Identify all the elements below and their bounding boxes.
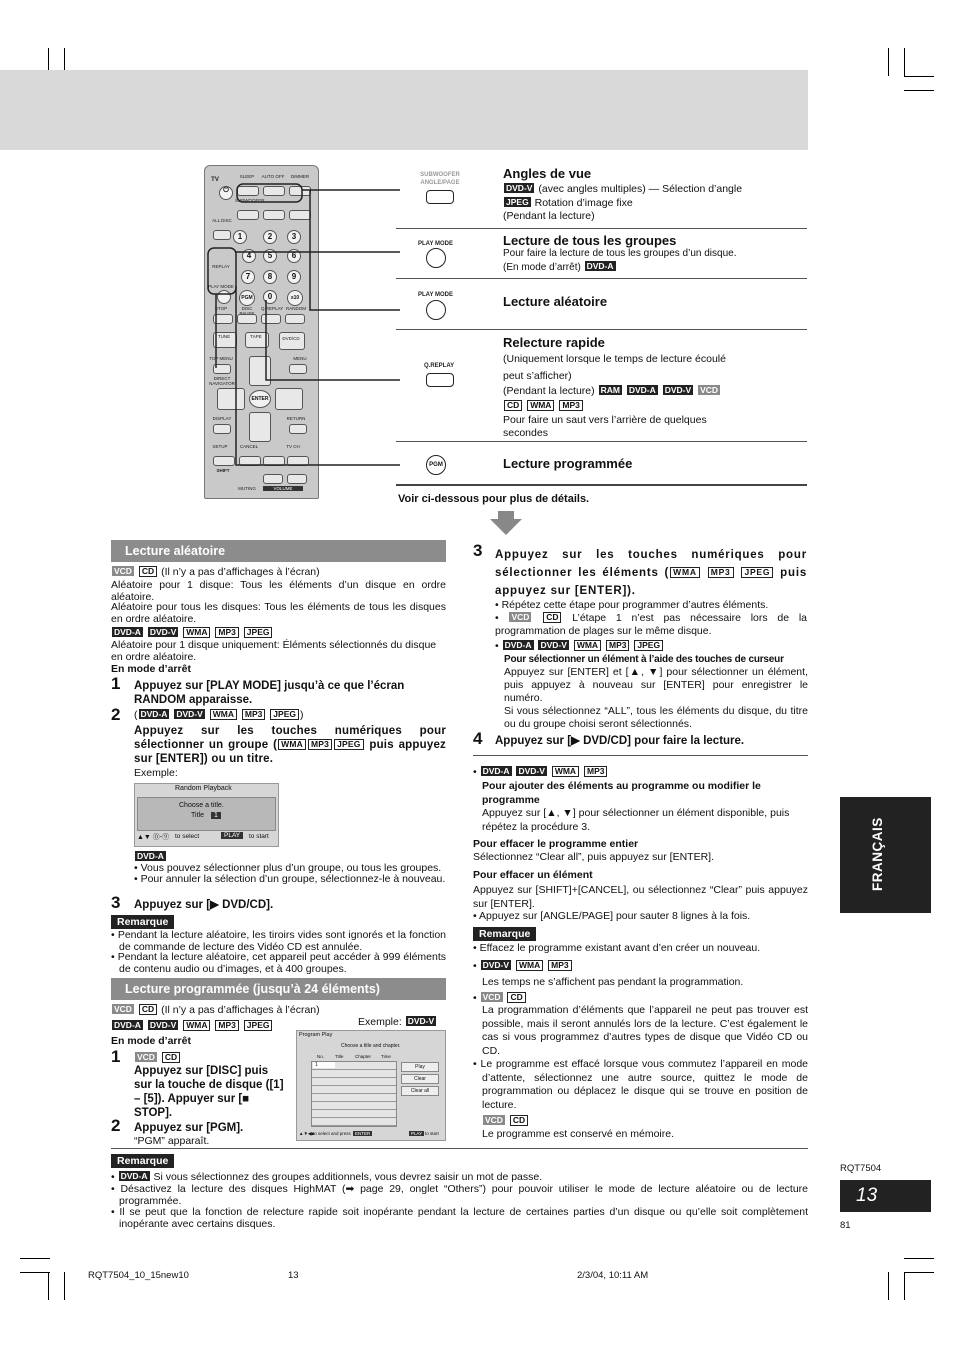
screen-title-label: Title <box>191 812 204 819</box>
feature-line: secondes <box>503 427 548 439</box>
step-number: 2 <box>111 705 121 724</box>
feature-line: (Uniquement lorsque le temps de lecture écoulé <box>503 353 726 365</box>
crop-mark <box>48 1272 49 1300</box>
paragraph: Les temps ne s’affichent pas pendant la programmation. <box>482 976 744 988</box>
divider <box>111 1148 808 1149</box>
crop-mark <box>904 90 934 91</box>
crop-mark <box>20 1272 50 1273</box>
remote-key-0: 0 <box>263 290 277 304</box>
angle-page-button <box>426 190 454 204</box>
remote-label: DISC <box>241 306 253 311</box>
step-number: 3 <box>111 893 121 912</box>
remote-key-7: 7 <box>241 270 255 284</box>
remote-key-4: 4 <box>242 249 256 263</box>
bullet: • Vous pouvez sélectionner plus d’un groupe, ou tous les groupes. <box>134 862 446 874</box>
remote-key-9: 9 <box>287 270 301 284</box>
screen-title: Random Playback <box>175 785 232 792</box>
screen-prompt: Choose a title. <box>179 802 224 809</box>
remote-label: TUNE <box>217 334 231 339</box>
table-header: Title <box>335 1054 344 1059</box>
step-subtext: “PGM” apparaît. <box>134 1135 210 1147</box>
step-text: Appuyez sur [DISC] puis sur la touche de disque ([1] – [5]). Appuyer sur [■ STOP]. <box>134 1065 284 1119</box>
screen-prompt: Choose a title and chapter. <box>341 1043 401 1049</box>
paragraph: Appuyez sur [ENTER] et [▲, ▼] pour sélectionner un élément, puis appuyez à nouveau sur [ENTER] pour enregistrer le numéro. <box>504 666 808 704</box>
mode-label: En mode d’arrêt <box>111 1035 191 1047</box>
crop-mark <box>64 1272 65 1300</box>
table-header: Chapter <box>355 1054 372 1059</box>
remote-label: RANDOM <box>286 306 306 311</box>
model-code: RQT7504 <box>840 1163 882 1174</box>
step-text: Appuyez sur les touches numériques pour sélectionner un groupe ( WMA MP3 JPEG puis appuyez sur [ENTER]) ou un titre. <box>134 725 446 765</box>
table-header: Time <box>381 1054 391 1059</box>
remote-key-pgm: PGM <box>239 290 255 306</box>
feature-line: Pour faire la lecture de tous les groupes d’un disque. <box>503 248 737 259</box>
applies-line: VCD CD <box>482 1115 529 1128</box>
small-page-number: 81 <box>840 1220 851 1231</box>
screen-hint: to start <box>249 833 269 840</box>
divider <box>396 228 807 229</box>
remark-bullet: • Pendant la lecture aléatoire, les tiroirs vides sont ignorés et la fonction de commande de lecture des Vidéo CD est annulée. <box>111 929 446 953</box>
crop-mark <box>888 48 889 76</box>
button-label: Q.REPLAY <box>424 363 455 369</box>
bullet: • Pour annuler la sélection d’un groupe, sélectionnez-le à nouveau. <box>134 873 446 885</box>
paragraph: Sélectionnez “Clear all”, puis appuyez sur [ENTER]. <box>473 851 715 863</box>
down-arrow-icon <box>490 511 522 535</box>
see-below-text: Voir ci-dessous pour plus de détails. <box>398 493 590 505</box>
remote-key-6: 6 <box>287 249 301 263</box>
remote-label: TV <box>211 177 219 183</box>
paragraph: La programmation d’éléments que l’appareil ne peut pas trouver est possible, mais il seront annulés lors de la lecture. C’est également le cas si vous programmez d’autres types de disque que Vidéo CD ou CD. <box>482 1004 808 1057</box>
arrows-icon: ▲▼◀▶ <box>299 1131 315 1136</box>
remark-label: Remarque <box>111 915 174 929</box>
screen-enter-key: ENTER <box>355 1131 371 1136</box>
paragraph: Aléatoire pour 1 disque uniquement: Éléments sélectionnés du disque en ordre aléatoire. <box>111 639 437 663</box>
applies-line: DVD-A <box>137 851 164 861</box>
remark-bullet: • DVD-A Si vous sélectionnez des groupes additionnels, vous devrez saisir un mot de passe. <box>111 1171 808 1184</box>
applies-line: DVD-A DVD-V WMA MP3 JPEG <box>111 627 273 640</box>
table-row: 1 <box>313 1062 335 1068</box>
bullet: • Répétez cette étape pour programmer d’autres éléments. <box>495 599 807 612</box>
subheading: Pour effacer le programme entier <box>473 838 639 850</box>
paragraph: Si vous sélectionnez “ALL”, tous les éléments du disque, du titre ou du groupe choisi seront sélectionnés. <box>504 705 808 730</box>
feature-line: (Pendant la lecture) RAM DVD-A DVD-V VCD <box>503 385 719 397</box>
screen-title: Program Play <box>299 1032 333 1038</box>
bullet: • DVD-A DVD-V WMA MP3 JPEG <box>495 640 664 653</box>
remote-label: PLAY MODE <box>208 284 234 289</box>
program-play-screen <box>296 1030 446 1141</box>
language-tab <box>840 797 931 913</box>
step-text: Appuyez sur [▶ DVD/CD]. <box>134 899 274 911</box>
page-number: 13 <box>840 1180 931 1212</box>
crop-mark <box>904 48 905 76</box>
remote-key-3: 3 <box>287 230 301 244</box>
button-label: PLAY MODE <box>418 292 454 298</box>
language-label: FRANÇAIS <box>870 817 885 891</box>
screen-hint: to start <box>425 1131 439 1136</box>
remote-label: VOLUME <box>263 486 303 491</box>
pgm-button: PGM <box>426 455 446 475</box>
remote-label: MENU <box>293 356 307 361</box>
remote-label: SHIFT <box>216 468 230 473</box>
feature-line: Pour faire un saut vers l’arrière de quelques <box>503 414 707 426</box>
feature-title: Angles de vue <box>503 166 592 181</box>
footer-number: 13 <box>288 1270 299 1281</box>
crop-mark <box>904 1272 934 1273</box>
mode-label: En mode d’arrêt <box>111 663 191 675</box>
clear-option: Clear <box>401 1074 439 1084</box>
feature-line: CD WMA MP3 <box>503 400 584 413</box>
remote-label: TV CH <box>286 444 300 449</box>
step-number: 1 <box>111 1047 121 1066</box>
divider <box>473 755 808 756</box>
screen-play-key: PLAY <box>411 1131 423 1136</box>
step-number: 4 <box>473 729 483 748</box>
footer-file: RQT7504_10_15new10 <box>88 1270 189 1281</box>
remark-bullet: • Il se peut que la fonction de relecture rapide soit inopérante pendant la lecture de certaines parties d’un disque ou qu’elle soit complètement inopérante avec certains disques. <box>111 1206 808 1230</box>
divider <box>396 278 807 279</box>
button-label: SUBWOOFER ANGLE/PAGE <box>420 172 460 186</box>
bullet: • DVD-A DVD-V WMA MP3 <box>473 766 608 779</box>
bullet: • VCD CD L’étape 1 n’est pas nécessaire lors de la programmation de plages sur le même disque. <box>495 612 807 638</box>
example-label: Exemple: DVD-V <box>358 1016 435 1028</box>
paragraph: Aléatoire pour tous les disques: Tous les éléments de tous les disques en ordre aléatoire. <box>111 601 446 625</box>
subheading: Pour effacer un élément <box>473 869 593 881</box>
feature-line: (Pendant la lecture) <box>503 210 595 222</box>
remote-label: DIRECT NAVIGATOR <box>209 376 235 386</box>
play-option: Play <box>401 1062 439 1072</box>
remark-label: Remarque <box>111 1154 174 1168</box>
subheading: Pour ajouter des éléments au programme ou modifier le programme <box>482 780 761 806</box>
remote-label: ALL DISC <box>212 218 232 223</box>
feature-title: Lecture programmée <box>503 456 633 471</box>
crop-mark <box>888 1272 889 1300</box>
footer-date: 2/3/04, 10:11 AM <box>577 1270 649 1281</box>
play-mode-button <box>426 300 446 320</box>
applies-line: VCD CD <box>134 1052 181 1065</box>
divider <box>396 484 807 486</box>
remote-label: MUTING <box>238 486 256 491</box>
step-number: 3 <box>473 541 483 560</box>
crop-mark <box>904 76 934 77</box>
remote-label: AUTO OFF <box>261 174 285 179</box>
remark-bullet: • VCD CD <box>473 992 527 1005</box>
applies-line: VCD CD (Il n’y a pas d’affichages à l’écran) <box>114 566 320 578</box>
bullet: • Appuyez sur [ANGLE/PAGE] pour sauter 8 lignes à la fois. <box>473 910 750 923</box>
applies-line: ( DVD-A DVD-V WMA MP3 JPEG ) <box>134 709 304 721</box>
remark-bullet: • Effacez le programme existant avant d’en créer un nouveau. <box>473 942 760 955</box>
feature-title: Lecture de tous les groupes <box>503 233 677 248</box>
arrows-icon: ▲▼ ⓪-⑨ <box>137 834 170 841</box>
remote-key-enter: ENTER <box>249 390 271 408</box>
crop-mark <box>20 1258 50 1259</box>
step-text: Appuyez sur les touches numériques pour sélectionner les éléments ( WMA MP3 JPEG puis appuyez sur [ENTER]). <box>495 549 808 597</box>
remote-label: SLEEP <box>239 174 255 179</box>
remote-key-1: 1 <box>233 230 247 244</box>
feature-line: JPEG Rotation d’image fixe <box>506 197 633 209</box>
step-number: 1 <box>111 674 121 693</box>
divider <box>396 441 807 442</box>
section-title: Lecture aléatoire <box>111 540 446 562</box>
remote-label: RETURN <box>286 416 306 421</box>
remark-bullet: • Pendant la lecture aléatoire, cet appareil peut accéder à 999 éléments de contenu audio ou d’images, et à 400 groupes. <box>111 951 446 975</box>
paragraph: Aléatoire pour 1 disque: Tous les éléments d’un disque en ordre aléatoire. <box>111 579 446 603</box>
step-text: Appuyez sur [PGM]. <box>134 1122 244 1134</box>
remote-key-8: 8 <box>263 270 277 284</box>
play-mode-button <box>426 248 446 268</box>
remote-label: Q.REPLAY <box>261 306 284 311</box>
remote-label: SETUP <box>212 444 228 449</box>
program-table <box>311 1061 397 1127</box>
step-number: 2 <box>111 1116 121 1135</box>
remote-label: CANCEL <box>239 444 259 449</box>
remote-label: REPLAY <box>212 264 230 269</box>
remark-label: Remarque <box>473 927 536 941</box>
remark-bullet: • Le programme est effacé lorsque vous commutez l’appareil en mode d’attente, sélectionnez une autre source, quittez le mode de programmation ou déplacez le disque qui se trouve en position de lecture. <box>473 1058 808 1112</box>
feature-line: peut s’afficher) <box>503 370 572 382</box>
feature-title: Relecture rapide <box>503 335 605 350</box>
remote-label: SUBWOOFER <box>235 198 265 203</box>
remote-label: TOP MENU <box>209 356 233 361</box>
remote-label: DVD/CD <box>282 336 300 341</box>
screen-hint: to select <box>175 833 200 840</box>
step-text: Appuyez sur [PLAY MODE] jusqu’à ce que l’écran RANDOM apparaisse. <box>134 680 405 706</box>
screen-hint: to select and press <box>313 1131 351 1136</box>
remote-label: DISPLAY <box>212 416 232 421</box>
remote-label: DIMMER <box>290 174 310 179</box>
remote-key-2: 2 <box>263 230 277 244</box>
remote-key-10: ≥10 <box>287 290 303 306</box>
screen-title-value: 1 <box>211 812 221 819</box>
paragraph: Appuyez sur [SHIFT]+[CANCEL], ou sélectionnez “Clear” puis appuyez sur [ENTER]. <box>473 884 808 910</box>
remark-bullet: • Désactivez la lecture des disques HighMAT (➡ page 29, onglet “Others”) pour pouvoir utiliser le mode de lecture aléatoire ou de lecture programmée. <box>111 1183 808 1207</box>
random-playback-screen <box>134 783 279 847</box>
remark-bullet: • DVD-V WMA MP3 <box>473 960 573 973</box>
power-icon: ⏻ <box>219 186 233 200</box>
crop-mark <box>904 1272 905 1300</box>
subheading: Pour sélectionner un élément à l’aide des touches de curseur <box>504 654 784 665</box>
clear-all-option: Clear all <box>401 1086 439 1096</box>
feature-title: Lecture aléatoire <box>503 294 608 309</box>
button-label: PLAY MODE <box>418 241 454 247</box>
remote-key-5: 5 <box>263 249 277 263</box>
paragraph: Le programme est conservé en mémoire. <box>482 1128 674 1140</box>
remote-label: STOP <box>214 306 228 311</box>
section-title: Lecture programmée (jusqu’à 24 éléments) <box>111 978 446 1000</box>
example-label: Exemple: <box>134 767 178 779</box>
feature-line: DVD-V (avec angles multiples) — Sélection d’angle <box>506 183 743 195</box>
applies-line: DVD-A DVD-V WMA MP3 JPEG <box>111 1020 273 1033</box>
paragraph: Appuyez sur [▲, ▼] pour sélectionner un élément disponible, puis répétez la procédure 3. <box>482 807 790 833</box>
table-header: No. <box>317 1054 325 1059</box>
remote-label: TAPE <box>250 334 262 339</box>
q-replay-button <box>426 373 454 387</box>
step-text: Appuyez sur [▶ DVD/CD] pour faire la lecture. <box>495 735 745 747</box>
screen-play-key: PLAY <box>221 832 243 839</box>
applies-line: VCD CD (Il n’y a pas d’affichages à l’écran) <box>114 1004 320 1016</box>
divider <box>396 329 807 330</box>
feature-line: (En mode d’arrêt) DVD-A <box>503 261 614 273</box>
crop-mark <box>904 1258 934 1259</box>
header-banner <box>0 70 808 150</box>
